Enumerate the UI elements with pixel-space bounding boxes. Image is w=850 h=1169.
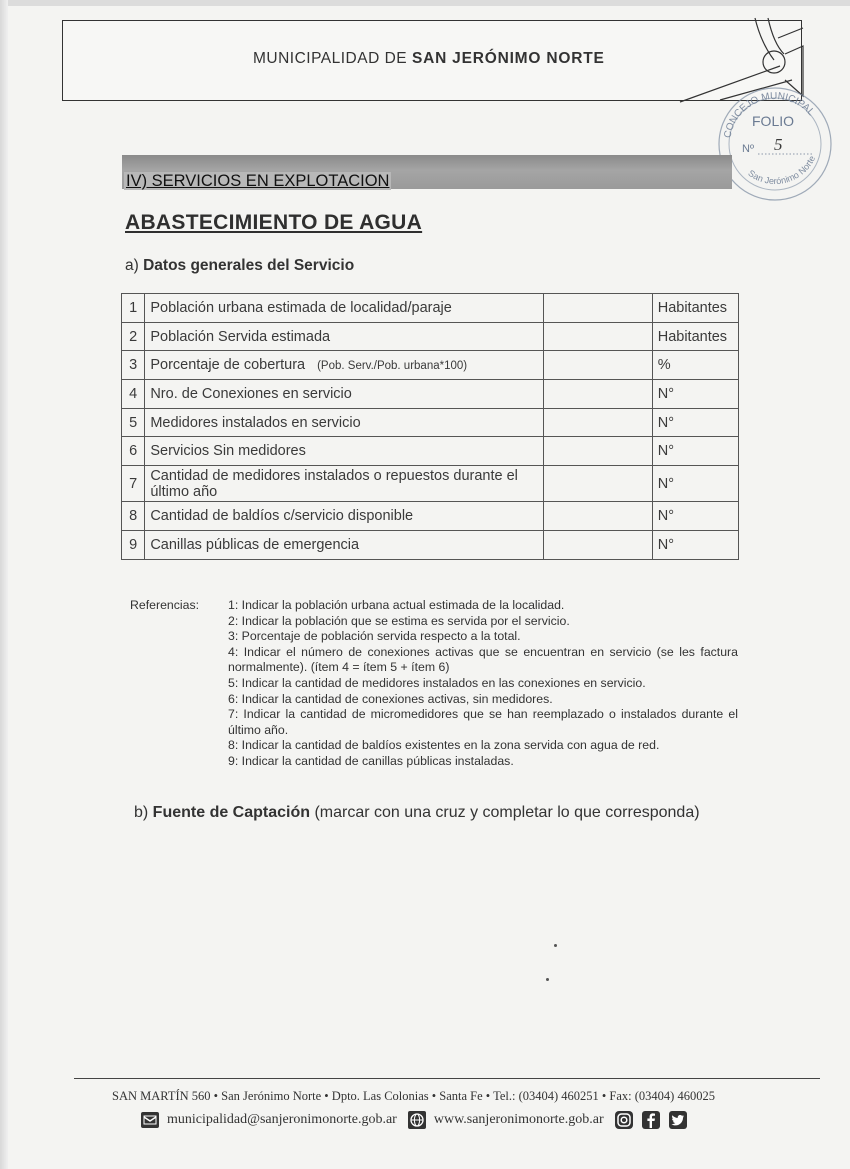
row-description-text: Medidores instalados en servicio bbox=[150, 414, 361, 431]
row-number: 4 bbox=[122, 380, 145, 409]
globe-icon bbox=[407, 1110, 427, 1130]
stamp-number-value: 5 bbox=[774, 135, 783, 154]
row-description-text: Población urbana estimada de localidad/paraje bbox=[150, 299, 452, 316]
reference-item: 7: Indicar la cantidad de micromedidores que se han reemplazado o instalados durante el último año. bbox=[228, 707, 738, 737]
row-value-cell[interactable] bbox=[544, 322, 653, 351]
table-row bbox=[122, 530, 739, 559]
stamp-number-label: Nº bbox=[742, 143, 754, 155]
row-unit: N° bbox=[652, 437, 738, 466]
table-row bbox=[122, 322, 739, 351]
row-value-cell[interactable] bbox=[544, 437, 653, 466]
scan-top-edge bbox=[0, 0, 850, 6]
row-unit: Habitantes bbox=[652, 294, 738, 323]
row-value-cell[interactable] bbox=[544, 351, 653, 380]
row-description bbox=[145, 437, 544, 466]
row-unit: N° bbox=[652, 530, 738, 559]
subsection-a-letter: a) bbox=[125, 257, 144, 274]
row-unit: N° bbox=[652, 502, 738, 531]
footer-address: SAN MARTÍN 560 • San Jerónimo Norte • Dpto. Las Colonias • Santa Fe • Tel.: (03404) 460251 • Fax: (03404) 460025 bbox=[112, 1089, 715, 1103]
footer-divider bbox=[74, 1078, 820, 1079]
scan-speck bbox=[546, 978, 549, 981]
row-unit: N° bbox=[652, 466, 738, 502]
table-row bbox=[122, 502, 739, 531]
footer-contact bbox=[140, 1110, 695, 1130]
row-description bbox=[145, 408, 544, 437]
section-title: IV) SERVICIOS EN EXPLOTACION bbox=[126, 172, 390, 190]
row-unit: N° bbox=[652, 380, 738, 409]
row-value-cell[interactable] bbox=[544, 380, 653, 409]
row-unit: N° bbox=[652, 408, 738, 437]
row-description bbox=[145, 294, 544, 323]
references-list bbox=[228, 598, 738, 770]
row-number: 1 bbox=[122, 294, 145, 323]
scan-left-edge bbox=[0, 0, 8, 1169]
row-description-text: Cantidad de baldíos c/servicio disponible bbox=[150, 507, 414, 524]
reference-item: 9: Indicar la cantidad de canillas públicas instaladas. bbox=[228, 753, 514, 768]
row-value-cell[interactable] bbox=[544, 294, 653, 323]
table-row bbox=[122, 437, 739, 466]
reference-item: 8: Indicar la cantidad de baldíos existentes en la zona servida con agua de red. bbox=[228, 738, 660, 753]
row-value-cell[interactable] bbox=[544, 408, 653, 437]
service-data-table bbox=[121, 293, 739, 560]
footer-email-link[interactable]: municipalidad@sanjeronimonorte.gob.ar bbox=[167, 1112, 397, 1127]
instagram-icon[interactable] bbox=[614, 1110, 634, 1130]
references-label: Referencias: bbox=[130, 598, 200, 612]
subsection-a-text: Datos generales del Servicio bbox=[143, 257, 355, 274]
reference-item: 6: Indicar la cantidad de conexiones activas, sin medidores. bbox=[228, 691, 553, 706]
row-number: 7 bbox=[122, 466, 145, 502]
row-description bbox=[145, 502, 544, 531]
subsection-b-letter: b) bbox=[134, 804, 153, 821]
subsection-b-instruction: (marcar con una cruz y completar lo que corresponda) bbox=[310, 804, 700, 821]
row-description bbox=[145, 530, 544, 559]
svg-text:San Jerónimo Norte bbox=[746, 154, 817, 186]
page-heading: ABASTECIMIENTO DE AGUA bbox=[125, 211, 423, 234]
row-description bbox=[145, 322, 544, 351]
row-description-text: Población Servida estimada bbox=[150, 328, 331, 345]
stamp-folio-label: FOLIO bbox=[752, 113, 795, 129]
letterhead-title-bold: SAN JERÓNIMO NORTE bbox=[411, 50, 605, 67]
row-description bbox=[145, 380, 544, 409]
reference-item: 3: Porcentaje de población servida respecto a la total. bbox=[228, 629, 521, 644]
row-formula-note: (Pob. Serv./Pob. urbana*100) bbox=[317, 360, 468, 373]
row-number: 3 bbox=[122, 351, 145, 380]
row-description-text: Nro. de Conexiones en servicio bbox=[150, 385, 352, 402]
stamp-arc-bottom-text: San Jerónimo Norte bbox=[746, 154, 818, 187]
twitter-icon[interactable] bbox=[668, 1110, 688, 1130]
row-number: 8 bbox=[122, 502, 145, 531]
row-number: 6 bbox=[122, 437, 145, 466]
scan-speck bbox=[554, 944, 557, 947]
row-unit: % bbox=[652, 351, 738, 380]
subsection-b-heading bbox=[134, 804, 700, 822]
reference-item: 2: Indicar la población que se estima es servida por el servicio. bbox=[228, 613, 570, 628]
reference-item: 1: Indicar la población urbana actual estimada de la localidad. bbox=[228, 598, 565, 612]
facebook-icon[interactable] bbox=[641, 1110, 661, 1130]
table-row bbox=[122, 466, 739, 502]
row-description bbox=[145, 351, 544, 380]
row-description bbox=[145, 466, 544, 502]
table-row bbox=[122, 408, 739, 437]
row-description-text: Canillas públicas de emergencia bbox=[150, 536, 360, 553]
table-row bbox=[122, 351, 739, 380]
subsection-b-text: Fuente de Captación bbox=[152, 804, 311, 821]
email-icon bbox=[140, 1110, 160, 1130]
subsection-a-heading bbox=[125, 257, 354, 275]
row-number: 2 bbox=[122, 322, 145, 351]
letterhead-title bbox=[253, 50, 605, 68]
row-description-text: Cantidad de medidores instalados o repuestos durante el último año bbox=[150, 467, 518, 500]
row-value-cell[interactable] bbox=[544, 466, 653, 502]
table-row bbox=[122, 380, 739, 409]
row-description-text: Porcentaje de cobertura bbox=[150, 357, 306, 374]
footer-website-link[interactable]: www.sanjeronimonorte.gob.ar bbox=[433, 1112, 604, 1127]
reference-item: 5: Indicar la cantidad de medidores instalados en las conexiones en servicio. bbox=[228, 675, 646, 690]
row-description-text: Servicios Sin medidores bbox=[150, 443, 306, 460]
stamp-arc-top-text: CONCEJO MUNICIPAL bbox=[722, 90, 817, 139]
row-unit: Habitantes bbox=[652, 322, 738, 351]
row-value-cell[interactable] bbox=[544, 530, 653, 559]
row-number: 9 bbox=[122, 530, 145, 559]
table-row bbox=[122, 294, 739, 323]
letterhead-title-prefix: MUNICIPALIDAD DE bbox=[253, 50, 412, 67]
row-value-cell[interactable] bbox=[544, 502, 653, 531]
reference-item: 4: Indicar el número de conexiones activas que se encuentran en servicio (se les factura normalmente). (ítem 4 = ítem 5 + ítem 6) bbox=[228, 644, 738, 675]
row-number: 5 bbox=[122, 408, 145, 437]
